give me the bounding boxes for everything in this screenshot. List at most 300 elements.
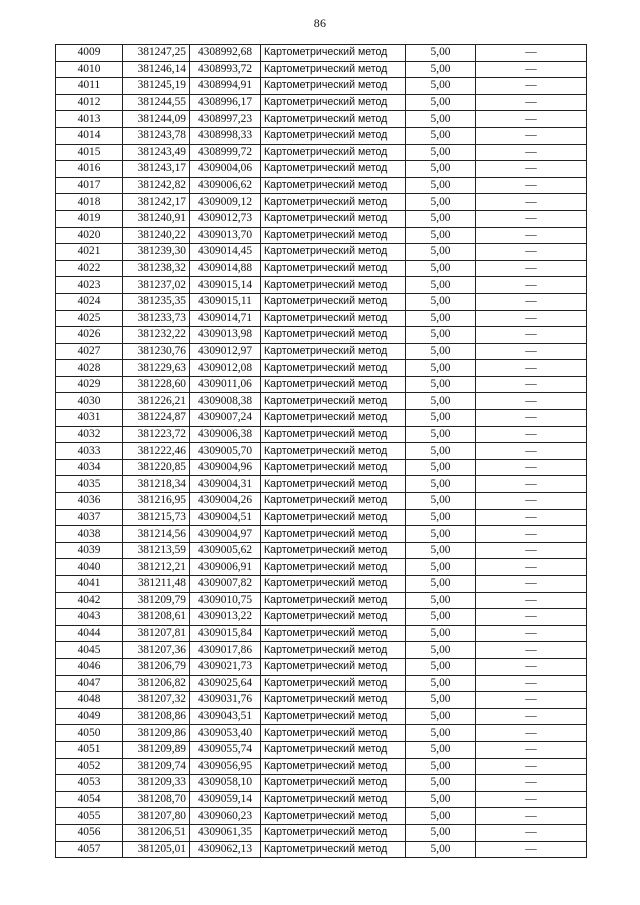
point-number-cell: 4020 — [56, 227, 123, 244]
x-coordinate-cell: 381208,61 — [123, 609, 190, 626]
note-cell: — — [476, 78, 587, 95]
table-row — [56, 210, 587, 227]
accuracy-cell: 5,00 — [406, 675, 476, 692]
note-cell: — — [476, 775, 587, 792]
x-coordinate-cell: 381207,32 — [123, 692, 190, 709]
note-cell: — — [476, 592, 587, 609]
point-number-cell: 4033 — [56, 443, 123, 460]
point-number-cell: 4029 — [56, 376, 123, 393]
table-row — [56, 360, 587, 377]
note-cell: — — [476, 741, 587, 758]
table-row — [56, 459, 587, 476]
point-number-cell: 4026 — [56, 327, 123, 344]
table-row — [56, 45, 587, 62]
y-coordinate-cell: 4309007,24 — [190, 410, 261, 427]
point-number-cell: 4010 — [56, 61, 123, 78]
note-cell: — — [476, 476, 587, 493]
point-number-cell: 4019 — [56, 210, 123, 227]
y-coordinate-cell: 4309031,76 — [190, 692, 261, 709]
y-coordinate-cell: 4308996,17 — [190, 94, 261, 111]
method-cell: Картометрический метод — [261, 808, 406, 825]
point-number-cell: 4022 — [56, 260, 123, 277]
accuracy-cell: 5,00 — [406, 592, 476, 609]
method-cell: Картометрический метод — [261, 244, 406, 261]
y-coordinate-cell: 4309056,95 — [190, 758, 261, 775]
accuracy-cell: 5,00 — [406, 758, 476, 775]
x-coordinate-cell: 381237,02 — [123, 277, 190, 294]
accuracy-cell: 5,00 — [406, 277, 476, 294]
note-cell: — — [476, 443, 587, 460]
table-row — [56, 194, 587, 211]
method-cell: Картометрический метод — [261, 824, 406, 841]
point-number-cell: 4045 — [56, 642, 123, 659]
note-cell: — — [476, 327, 587, 344]
accuracy-cell: 5,00 — [406, 609, 476, 626]
method-cell: Картометрический метод — [261, 376, 406, 393]
table-row — [56, 277, 587, 294]
accuracy-cell: 5,00 — [406, 791, 476, 808]
x-coordinate-cell: 381240,91 — [123, 210, 190, 227]
y-coordinate-cell: 4309007,82 — [190, 576, 261, 593]
note-cell: — — [476, 310, 587, 327]
method-cell: Картометрический метод — [261, 741, 406, 758]
method-cell: Картометрический метод — [261, 61, 406, 78]
accuracy-cell: 5,00 — [406, 61, 476, 78]
y-coordinate-cell: 4309015,11 — [190, 293, 261, 310]
accuracy-cell: 5,00 — [406, 177, 476, 194]
table-row — [56, 509, 587, 526]
note-cell: — — [476, 675, 587, 692]
method-cell: Картометрический метод — [261, 559, 406, 576]
y-coordinate-cell: 4309055,74 — [190, 741, 261, 758]
point-number-cell: 4036 — [56, 493, 123, 510]
y-coordinate-cell: 4309011,06 — [190, 376, 261, 393]
x-coordinate-cell: 381242,82 — [123, 177, 190, 194]
method-cell: Картометрический метод — [261, 360, 406, 377]
x-coordinate-cell: 381206,51 — [123, 824, 190, 841]
table-row — [56, 443, 587, 460]
table-row — [56, 293, 587, 310]
x-coordinate-cell: 381209,74 — [123, 758, 190, 775]
x-coordinate-cell: 381226,21 — [123, 393, 190, 410]
method-cell: Картометрический метод — [261, 327, 406, 344]
point-number-cell: 4039 — [56, 542, 123, 559]
x-coordinate-cell: 381222,46 — [123, 443, 190, 460]
method-cell: Картометрический метод — [261, 310, 406, 327]
y-coordinate-cell: 4309010,75 — [190, 592, 261, 609]
x-coordinate-cell: 381247,25 — [123, 45, 190, 62]
y-coordinate-cell: 4309008,38 — [190, 393, 261, 410]
table-row — [56, 841, 587, 858]
point-number-cell: 4037 — [56, 509, 123, 526]
table-row — [56, 493, 587, 510]
note-cell: — — [476, 791, 587, 808]
method-cell: Картометрический метод — [261, 177, 406, 194]
note-cell: — — [476, 459, 587, 476]
accuracy-cell: 5,00 — [406, 410, 476, 427]
y-coordinate-cell: 4309062,13 — [190, 841, 261, 858]
y-coordinate-cell: 4309015,84 — [190, 625, 261, 642]
note-cell: — — [476, 376, 587, 393]
method-cell: Картометрический метод — [261, 642, 406, 659]
y-coordinate-cell: 4309014,45 — [190, 244, 261, 261]
method-cell: Картометрический метод — [261, 692, 406, 709]
note-cell: — — [476, 161, 587, 178]
point-number-cell: 4050 — [56, 725, 123, 742]
accuracy-cell: 5,00 — [406, 343, 476, 360]
y-coordinate-cell: 4309004,26 — [190, 493, 261, 510]
note-cell: — — [476, 343, 587, 360]
table-row — [56, 61, 587, 78]
table-row — [56, 244, 587, 261]
table-row — [56, 426, 587, 443]
coordinates-table-body — [56, 45, 587, 858]
x-coordinate-cell: 381215,73 — [123, 509, 190, 526]
accuracy-cell: 5,00 — [406, 509, 476, 526]
table-row — [56, 393, 587, 410]
point-number-cell: 4044 — [56, 625, 123, 642]
x-coordinate-cell: 381207,80 — [123, 808, 190, 825]
page-number: 86 — [313, 16, 327, 30]
x-coordinate-cell: 381243,49 — [123, 144, 190, 161]
accuracy-cell: 5,00 — [406, 161, 476, 178]
point-number-cell: 4016 — [56, 161, 123, 178]
table-row — [56, 127, 587, 144]
point-number-cell: 4031 — [56, 410, 123, 427]
y-coordinate-cell: 4309004,97 — [190, 526, 261, 543]
x-coordinate-cell: 381242,17 — [123, 194, 190, 211]
method-cell: Картометрический метод — [261, 625, 406, 642]
note-cell: — — [476, 426, 587, 443]
point-number-cell: 4021 — [56, 244, 123, 261]
method-cell: Картометрический метод — [261, 459, 406, 476]
note-cell: — — [476, 542, 587, 559]
accuracy-cell: 5,00 — [406, 443, 476, 460]
point-number-cell: 4014 — [56, 127, 123, 144]
table-row — [56, 675, 587, 692]
x-coordinate-cell: 381208,70 — [123, 791, 190, 808]
point-number-cell: 4055 — [56, 808, 123, 825]
accuracy-cell: 5,00 — [406, 426, 476, 443]
y-coordinate-cell: 4309012,73 — [190, 210, 261, 227]
table-row — [56, 78, 587, 95]
method-cell: Картометрический метод — [261, 260, 406, 277]
table-row — [56, 791, 587, 808]
point-number-cell: 4053 — [56, 775, 123, 792]
point-number-cell: 4042 — [56, 592, 123, 609]
method-cell: Картометрический метод — [261, 576, 406, 593]
x-coordinate-cell: 381218,34 — [123, 476, 190, 493]
table-row — [56, 658, 587, 675]
accuracy-cell: 5,00 — [406, 244, 476, 261]
table-row — [56, 177, 587, 194]
note-cell: — — [476, 277, 587, 294]
point-number-cell: 4030 — [56, 393, 123, 410]
y-coordinate-cell: 4309014,71 — [190, 310, 261, 327]
method-cell: Картометрический метод — [261, 526, 406, 543]
table-row — [56, 576, 587, 593]
accuracy-cell: 5,00 — [406, 127, 476, 144]
table-row — [56, 343, 587, 360]
point-number-cell: 4049 — [56, 708, 123, 725]
note-cell: — — [476, 144, 587, 161]
y-coordinate-cell: 4309006,62 — [190, 177, 261, 194]
accuracy-cell: 5,00 — [406, 808, 476, 825]
method-cell: Картометрический метод — [261, 277, 406, 294]
y-coordinate-cell: 4309061,35 — [190, 824, 261, 841]
method-cell: Картометрический метод — [261, 758, 406, 775]
method-cell: Картометрический метод — [261, 775, 406, 792]
y-coordinate-cell: 4309005,70 — [190, 443, 261, 460]
y-coordinate-cell: 4308992,68 — [190, 45, 261, 62]
method-cell: Картометрический метод — [261, 210, 406, 227]
y-coordinate-cell: 4309012,97 — [190, 343, 261, 360]
method-cell: Картометрический метод — [261, 592, 406, 609]
y-coordinate-cell: 4309006,38 — [190, 426, 261, 443]
point-number-cell: 4057 — [56, 841, 123, 858]
x-coordinate-cell: 381206,79 — [123, 658, 190, 675]
note-cell: — — [476, 360, 587, 377]
accuracy-cell: 5,00 — [406, 476, 476, 493]
y-coordinate-cell: 4309004,51 — [190, 509, 261, 526]
note-cell: — — [476, 410, 587, 427]
method-cell: Картометрический метод — [261, 675, 406, 692]
table-row — [56, 592, 587, 609]
point-number-cell: 4056 — [56, 824, 123, 841]
x-coordinate-cell: 381214,56 — [123, 526, 190, 543]
accuracy-cell: 5,00 — [406, 642, 476, 659]
x-coordinate-cell: 381244,55 — [123, 94, 190, 111]
point-number-cell: 4011 — [56, 78, 123, 95]
method-cell: Картометрический метод — [261, 841, 406, 858]
accuracy-cell: 5,00 — [406, 775, 476, 792]
method-cell: Картометрический метод — [261, 609, 406, 626]
note-cell: — — [476, 841, 587, 858]
x-coordinate-cell: 381209,89 — [123, 741, 190, 758]
method-cell: Картометрический метод — [261, 443, 406, 460]
point-number-cell: 4013 — [56, 111, 123, 128]
note-cell: — — [476, 708, 587, 725]
accuracy-cell: 5,00 — [406, 576, 476, 593]
coordinates-table — [55, 44, 587, 858]
accuracy-cell: 5,00 — [406, 45, 476, 62]
y-coordinate-cell: 4309060,23 — [190, 808, 261, 825]
note-cell: — — [476, 725, 587, 742]
point-number-cell: 4038 — [56, 526, 123, 543]
point-number-cell: 4015 — [56, 144, 123, 161]
point-number-cell: 4023 — [56, 277, 123, 294]
x-coordinate-cell: 381213,59 — [123, 542, 190, 559]
point-number-cell: 4043 — [56, 609, 123, 626]
table-row — [56, 476, 587, 493]
accuracy-cell: 5,00 — [406, 708, 476, 725]
point-number-cell: 4046 — [56, 658, 123, 675]
method-cell: Картометрический метод — [261, 343, 406, 360]
accuracy-cell: 5,00 — [406, 376, 476, 393]
table-row — [56, 94, 587, 111]
y-coordinate-cell: 4309009,12 — [190, 194, 261, 211]
note-cell: — — [476, 559, 587, 576]
x-coordinate-cell: 381245,19 — [123, 78, 190, 95]
accuracy-cell: 5,00 — [406, 260, 476, 277]
note-cell: — — [476, 692, 587, 709]
note-cell: — — [476, 609, 587, 626]
x-coordinate-cell: 381224,87 — [123, 410, 190, 427]
note-cell: — — [476, 493, 587, 510]
note-cell: — — [476, 576, 587, 593]
method-cell: Картометрический метод — [261, 161, 406, 178]
point-number-cell: 4027 — [56, 343, 123, 360]
method-cell: Картометрический метод — [261, 493, 406, 510]
y-coordinate-cell: 4308993,72 — [190, 61, 261, 78]
accuracy-cell: 5,00 — [406, 293, 476, 310]
accuracy-cell: 5,00 — [406, 493, 476, 510]
accuracy-cell: 5,00 — [406, 327, 476, 344]
x-coordinate-cell: 381223,72 — [123, 426, 190, 443]
point-number-cell: 4012 — [56, 94, 123, 111]
note-cell: — — [476, 625, 587, 642]
note-cell: — — [476, 111, 587, 128]
table-row — [56, 227, 587, 244]
accuracy-cell: 5,00 — [406, 393, 476, 410]
accuracy-cell: 5,00 — [406, 841, 476, 858]
x-coordinate-cell: 381230,76 — [123, 343, 190, 360]
y-coordinate-cell: 4309043,51 — [190, 708, 261, 725]
table-row — [56, 775, 587, 792]
y-coordinate-cell: 4309004,31 — [190, 476, 261, 493]
note-cell: — — [476, 127, 587, 144]
table-row — [56, 327, 587, 344]
method-cell: Картометрический метод — [261, 227, 406, 244]
point-number-cell: 4024 — [56, 293, 123, 310]
accuracy-cell: 5,00 — [406, 227, 476, 244]
method-cell: Картометрический метод — [261, 476, 406, 493]
y-coordinate-cell: 4309021,73 — [190, 658, 261, 675]
y-coordinate-cell: 4308998,33 — [190, 127, 261, 144]
point-number-cell: 4052 — [56, 758, 123, 775]
note-cell: — — [476, 244, 587, 261]
method-cell: Картометрический метод — [261, 78, 406, 95]
x-coordinate-cell: 381205,01 — [123, 841, 190, 858]
note-cell: — — [476, 642, 587, 659]
accuracy-cell: 5,00 — [406, 559, 476, 576]
x-coordinate-cell: 381216,95 — [123, 493, 190, 510]
x-coordinate-cell: 381208,86 — [123, 708, 190, 725]
point-number-cell: 4009 — [56, 45, 123, 62]
method-cell: Картометрический метод — [261, 426, 406, 443]
y-coordinate-cell: 4309017,86 — [190, 642, 261, 659]
x-coordinate-cell: 381220,85 — [123, 459, 190, 476]
note-cell: — — [476, 526, 587, 543]
table-row — [56, 410, 587, 427]
note-cell: — — [476, 758, 587, 775]
x-coordinate-cell: 381209,86 — [123, 725, 190, 742]
note-cell: — — [476, 393, 587, 410]
table-row — [56, 808, 587, 825]
table-row — [56, 526, 587, 543]
method-cell: Картометрический метод — [261, 293, 406, 310]
accuracy-cell: 5,00 — [406, 625, 476, 642]
accuracy-cell: 5,00 — [406, 658, 476, 675]
x-coordinate-cell: 381246,14 — [123, 61, 190, 78]
point-number-cell: 4035 — [56, 476, 123, 493]
accuracy-cell: 5,00 — [406, 194, 476, 211]
method-cell: Картометрический метод — [261, 127, 406, 144]
x-coordinate-cell: 381212,21 — [123, 559, 190, 576]
table-row — [56, 310, 587, 327]
method-cell: Картометрический метод — [261, 45, 406, 62]
accuracy-cell: 5,00 — [406, 526, 476, 543]
point-number-cell: 4048 — [56, 692, 123, 709]
table-row — [56, 741, 587, 758]
y-coordinate-cell: 4309015,14 — [190, 277, 261, 294]
point-number-cell: 4034 — [56, 459, 123, 476]
table-row — [56, 625, 587, 642]
note-cell: — — [476, 227, 587, 244]
accuracy-cell: 5,00 — [406, 824, 476, 841]
note-cell: — — [476, 94, 587, 111]
method-cell: Картометрический метод — [261, 144, 406, 161]
x-coordinate-cell: 381209,33 — [123, 775, 190, 792]
x-coordinate-cell: 381232,22 — [123, 327, 190, 344]
y-coordinate-cell: 4309013,22 — [190, 609, 261, 626]
method-cell: Картометрический метод — [261, 94, 406, 111]
note-cell: — — [476, 210, 587, 227]
table-row — [56, 758, 587, 775]
table-row — [56, 161, 587, 178]
y-coordinate-cell: 4308994,91 — [190, 78, 261, 95]
x-coordinate-cell: 381211,48 — [123, 576, 190, 593]
accuracy-cell: 5,00 — [406, 542, 476, 559]
accuracy-cell: 5,00 — [406, 725, 476, 742]
x-coordinate-cell: 381243,17 — [123, 161, 190, 178]
table-row — [56, 559, 587, 576]
note-cell: — — [476, 260, 587, 277]
point-number-cell: 4051 — [56, 741, 123, 758]
point-number-cell: 4028 — [56, 360, 123, 377]
accuracy-cell: 5,00 — [406, 210, 476, 227]
note-cell: — — [476, 194, 587, 211]
x-coordinate-cell: 381207,81 — [123, 625, 190, 642]
table-row — [56, 609, 587, 626]
accuracy-cell: 5,00 — [406, 310, 476, 327]
x-coordinate-cell: 381206,82 — [123, 675, 190, 692]
y-coordinate-cell: 4308999,72 — [190, 144, 261, 161]
method-cell: Картометрический метод — [261, 194, 406, 211]
accuracy-cell: 5,00 — [406, 144, 476, 161]
accuracy-cell: 5,00 — [406, 459, 476, 476]
x-coordinate-cell: 381207,36 — [123, 642, 190, 659]
y-coordinate-cell: 4309005,62 — [190, 542, 261, 559]
y-coordinate-cell: 4308997,23 — [190, 111, 261, 128]
table-row — [56, 725, 587, 742]
point-number-cell: 4040 — [56, 559, 123, 576]
x-coordinate-cell: 381228,60 — [123, 376, 190, 393]
x-coordinate-cell: 381229,63 — [123, 360, 190, 377]
point-number-cell: 4041 — [56, 576, 123, 593]
table-row — [56, 824, 587, 841]
note-cell: — — [476, 177, 587, 194]
point-number-cell: 4017 — [56, 177, 123, 194]
note-cell: — — [476, 293, 587, 310]
note-cell: — — [476, 509, 587, 526]
point-number-cell: 4032 — [56, 426, 123, 443]
x-coordinate-cell: 381209,79 — [123, 592, 190, 609]
x-coordinate-cell: 381238,32 — [123, 260, 190, 277]
accuracy-cell: 5,00 — [406, 360, 476, 377]
accuracy-cell: 5,00 — [406, 111, 476, 128]
y-coordinate-cell: 4309004,06 — [190, 161, 261, 178]
